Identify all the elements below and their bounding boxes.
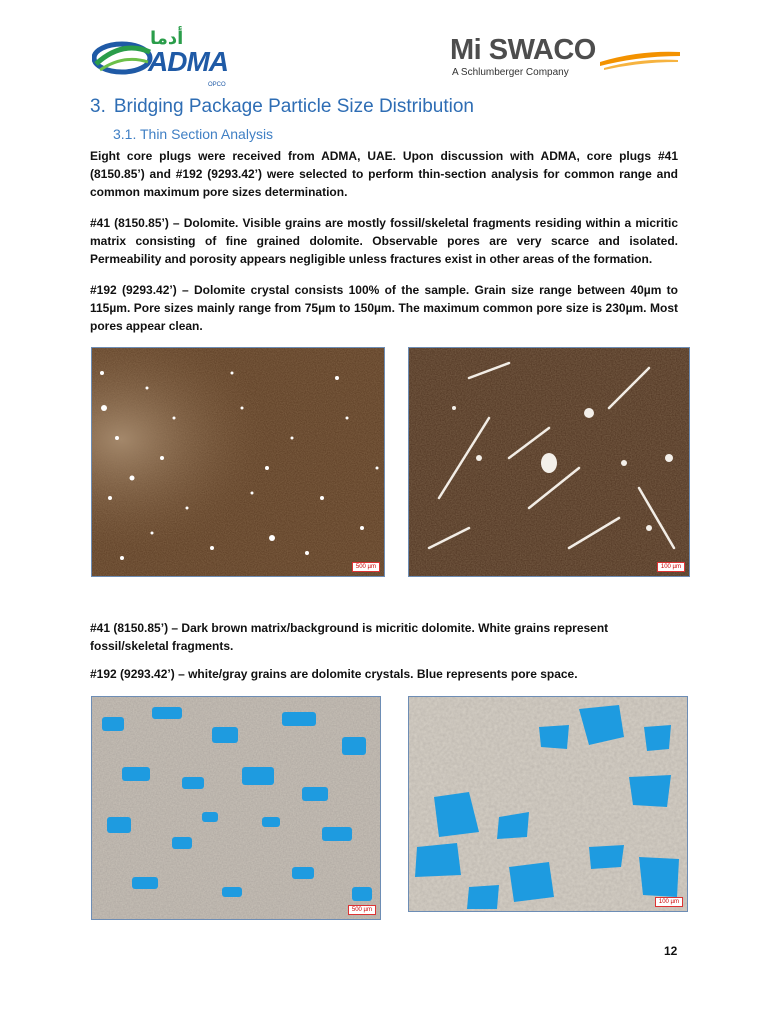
micrite-image [92,348,384,576]
adma-logo [92,28,242,88]
scale-bar-label: 500 µm [348,905,376,915]
dolomite-crystals-image [409,697,687,911]
thin-section-41-ppl [91,347,385,577]
mi-swaco-logo [450,34,680,84]
orange-streak-icon [600,48,680,70]
plug192-paragraph: #192 (9293.42’) – Dolomite crystal consists 100% of the sample. Grain size range between 40µm to 115µm. Pore sizes mainly range from 75µm to 150µm. The maximum common pore size is 230µm. Most pores appear clean. [90,283,678,333]
adma-sub: OPCO [208,82,226,88]
section-heading [90,96,474,118]
mi-swaco-wordmark [450,34,596,67]
thin-section-192-detail [408,696,688,912]
thin-section-41-detail [408,347,690,577]
section-number: 3. [90,96,106,117]
thin-section-192-overview [91,696,381,920]
scale-bar-label: 100 µm [657,562,685,572]
swaco-part: SWACO [488,34,596,66]
section-title: Bridging Package Particle Size Distribution [113,96,474,117]
mi-swaco-tagline: A Schlumberger Company [452,67,569,78]
adma-swirl-icon [92,34,154,78]
mi-part: Mi [450,34,482,66]
page-number: 12 [664,944,678,958]
subsection-heading: 3.1. Thin Section Analysis [113,126,274,142]
adma-arabic-text: أدما [150,28,184,49]
intro-paragraph: Eight core plugs were received from ADMA, UAE. Upon discussion with ADMA, core plugs #41 (8150.85’) and #192 (9293.42’) were selected to perform thin-section analysis for common range and common maximum pore sizes determination. [90,149,678,199]
scale-bar-label: 500 µm [352,562,380,572]
caption-192: #192 (9293.42’) – white/gray grains are dolomite crystals. Blue represents pore space. [90,667,578,681]
scale-bar-label: 100 µm [655,897,683,907]
dolomite-pores-image [92,697,380,919]
plug41-paragraph: #41 (8150.85’) – Dolomite. Visible grains are mostly fossil/skeletal fragments residing within a micritic matrix consisting of fine grained dolomite. Observable pores are very scarce and isolated. Permeability and porosity appears negligible unless fractures exist in other areas of the formation. [90,216,678,266]
caption-41: #41 (8150.85’) – Dark brown matrix/background is micritic dolomite. White grains represent fossil/skeletal fragments. [90,621,609,653]
adma-wordmark: ADMA [148,46,228,77]
skeletal-image [409,348,689,576]
